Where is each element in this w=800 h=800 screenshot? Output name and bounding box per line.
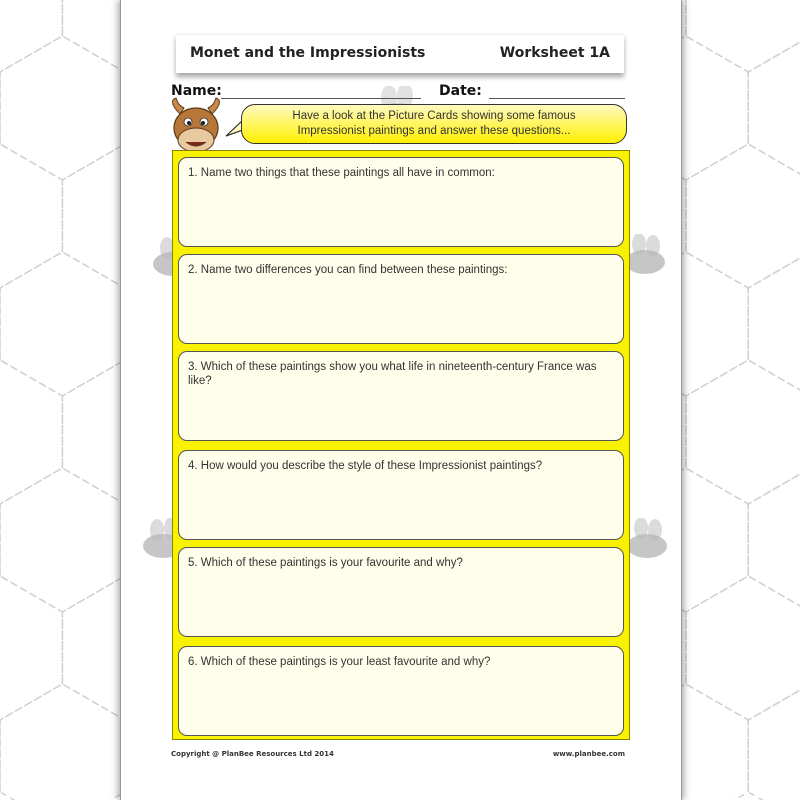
question-box-2[interactable]	[178, 254, 624, 344]
question-box-1[interactable]	[178, 157, 624, 247]
question-box-6[interactable]	[178, 646, 624, 736]
hex-cell	[686, 144, 800, 288]
hex-cell	[0, 360, 62, 504]
name-field[interactable]	[221, 98, 421, 99]
hex-cell	[0, 684, 125, 800]
question-text: 2. Name two differences you can find between these paintings:	[188, 264, 508, 276]
instruction-bubble	[241, 104, 627, 144]
hex-cell	[686, 360, 800, 504]
date-field[interactable]	[489, 98, 625, 99]
moose-mascot-icon	[166, 96, 226, 158]
hex-cell	[686, 576, 800, 720]
date-label: Date:	[439, 83, 482, 99]
worksheet-title: Monet and the Impressionists	[190, 45, 426, 61]
worksheet-page	[120, 0, 682, 800]
name-label: Name:	[171, 83, 222, 99]
copyright-text: Copyright @ PlanBee Resources Ltd 2014	[171, 750, 334, 758]
question-text: 4. How would you describe the style of these Impressionist paintings?	[188, 460, 543, 472]
question-box-5[interactable]	[178, 547, 624, 637]
hex-cell	[748, 684, 800, 800]
hex-cell	[0, 0, 62, 72]
hex-cell	[0, 144, 62, 288]
hex-cell	[0, 468, 125, 612]
hex-cell	[0, 576, 62, 720]
question-text: 5. Which of these paintings is your favourite and why?	[188, 557, 463, 569]
instruction-line-1: Have a look at the Picture Cards showing some famous	[292, 110, 576, 122]
website-link[interactable]: www.planbee.com	[552, 750, 625, 758]
question-text: 1. Name two things that these paintings all have in common:	[188, 167, 495, 179]
hex-cell	[0, 36, 125, 180]
hex-cell	[0, 252, 125, 396]
instruction-line-2: Impressionist paintings and answer these questions...	[297, 125, 571, 137]
worksheet-code: Worksheet 1A	[499, 45, 610, 61]
question-box-4[interactable]	[178, 450, 624, 540]
title-bar	[176, 34, 624, 73]
question-text: 3. Which of these paintings show you what life in nineteenth-century France was like?	[188, 361, 597, 387]
question-text: 6. Which of these paintings is your least favourite and why?	[188, 656, 491, 668]
hex-cell	[686, 0, 800, 72]
question-box-3[interactable]	[178, 351, 624, 441]
